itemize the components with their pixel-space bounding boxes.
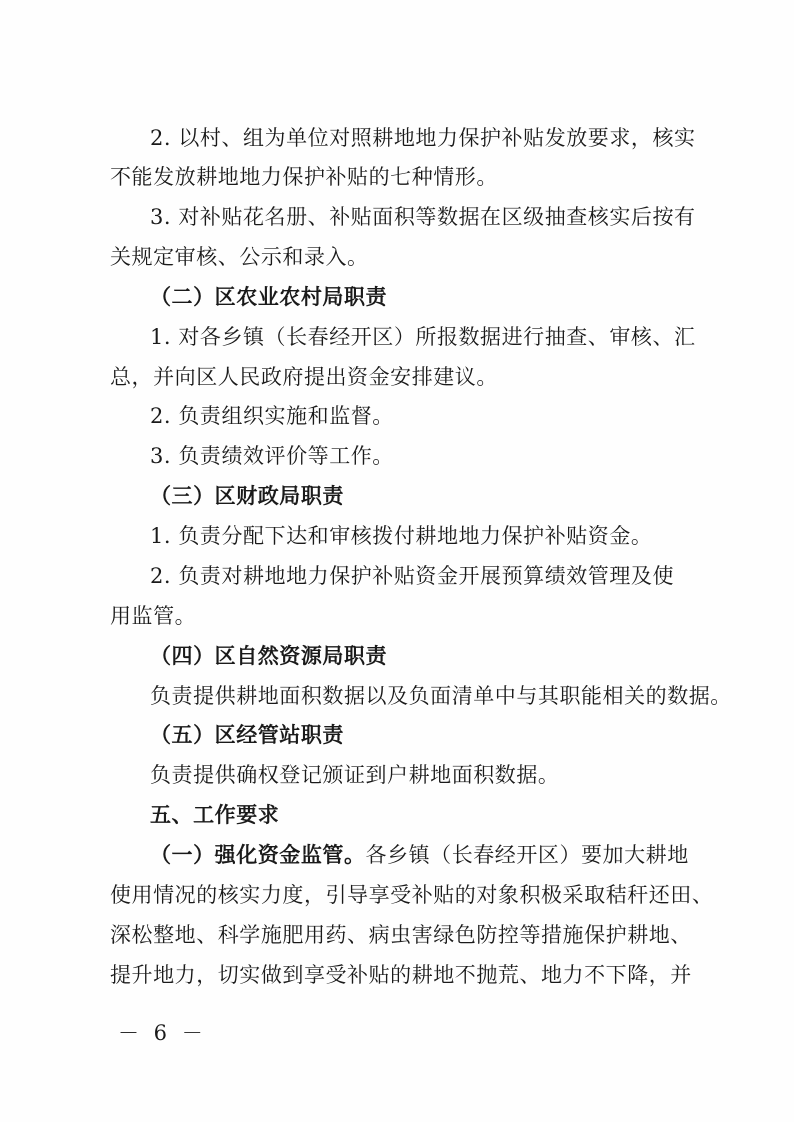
- chapter-heading: 五、工作要求: [150, 803, 280, 827]
- paragraph-line: 用监管。: [110, 604, 197, 628]
- page-number: － 6 －: [118, 1021, 207, 1045]
- paragraph-line: 深松整地、科学施肥用药、病虫害绿色防控等措施保护耕地、: [110, 923, 692, 947]
- inline-heading: （一）强化资金监管。: [150, 843, 366, 867]
- paragraph-text: 各乡镇（长春经开区）要加大耕地: [365, 843, 689, 867]
- paragraph-line: [150, 841, 689, 869]
- section-heading: （二）区农业农村局职责: [150, 285, 388, 309]
- section-heading: （三）区财政局职责: [150, 484, 344, 508]
- paragraph-line: 3. 负责绩效评价等工作。: [150, 444, 394, 468]
- paragraph-line: 1. 负责分配下达和审核拨付耕地地力保护补贴资金。: [150, 524, 653, 548]
- paragraph-line: 2. 以村、组为单位对照耕地地力保护补贴发放要求，核实: [150, 126, 696, 150]
- paragraph-line: 3. 对补贴花名册、补贴面积等数据在区级抽查核实后按有: [150, 205, 696, 229]
- paragraph-line: 使用情况的核实力度，引导享受补贴的对象积极采取秸秆还田、: [110, 883, 714, 907]
- paragraph-line: 不能发放耕地地力保护补贴的七种情形。: [110, 165, 498, 189]
- paragraph-line: 1. 对各乡镇（长春经开区）所报数据进行抽查、审核、汇: [150, 325, 696, 349]
- paragraph-line: 负责提供耕地面积数据以及负面清单中与其职能相关的数据。: [150, 684, 732, 708]
- paragraph-line: 2. 负责组织实施和监督。: [150, 404, 394, 428]
- paragraph-line: 2. 负责对耕地地力保护补贴资金开展预算绩效管理及使: [150, 564, 675, 588]
- section-heading: （四）区自然资源局职责: [150, 644, 388, 668]
- section-heading: （五）区经管站职责: [150, 723, 344, 747]
- paragraph-line: 关规定审核、公示和录入。: [110, 245, 369, 269]
- paragraph-line: 总，并向区人民政府提出资金安排建议。: [110, 365, 498, 389]
- paragraph-line: 提升地力，切实做到享受补贴的耕地不抛荒、地力不下降，并: [110, 963, 692, 987]
- paragraph-line: 负责提供确权登记颁证到户耕地面积数据。: [150, 763, 560, 787]
